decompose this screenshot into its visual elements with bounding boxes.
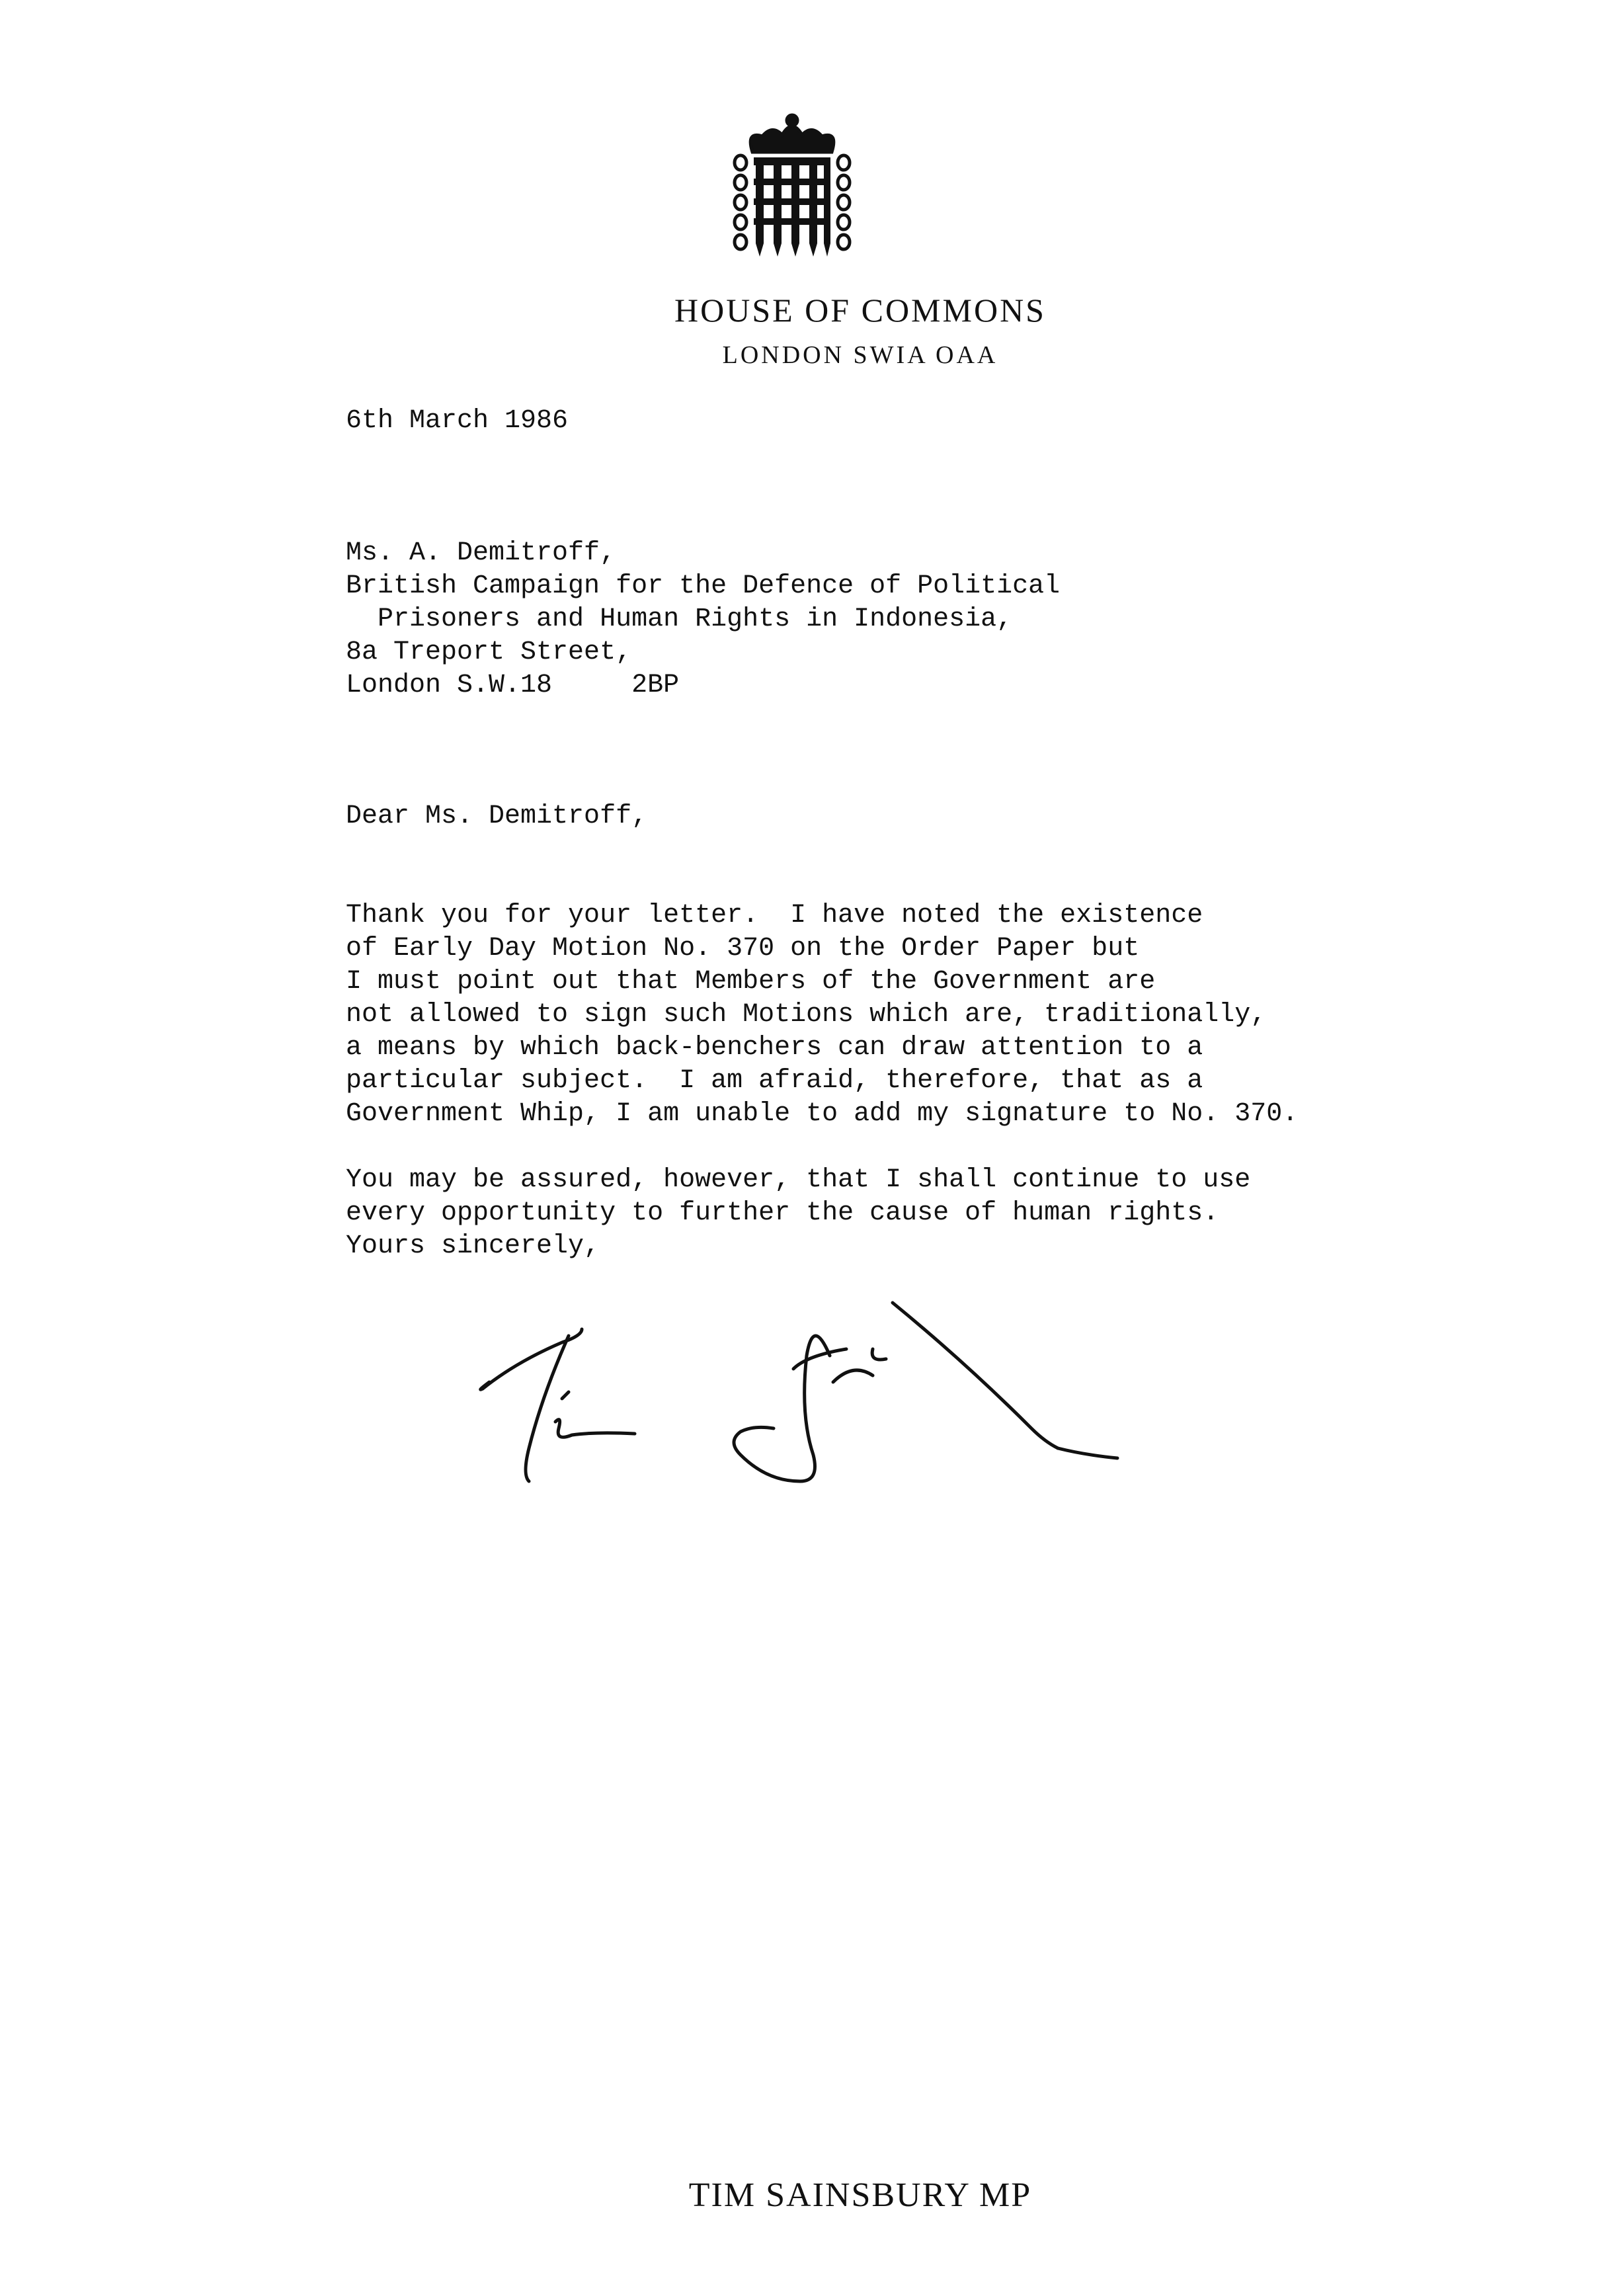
handwritten-signature <box>463 1283 1349 1528</box>
body-line: every opportunity to further the cause of human rights. <box>346 1198 1219 1228</box>
body-paragraph <box>346 866 1298 1164</box>
closing: Yours sincerely, <box>346 1231 600 1261</box>
body-line: Thank you for your letter. I have noted the existence <box>346 901 1203 930</box>
recipient-address <box>346 504 1060 735</box>
portcullis-crest-icon <box>726 111 858 263</box>
salutation: Dear Ms. Demitroff, <box>346 801 648 831</box>
letterhead-address: LONDON SWIA OAA <box>722 341 998 369</box>
body-line: not allowed to sign such Motions which are, traditionally, <box>346 1000 1267 1030</box>
recipient-line: Prisoners and Human Rights in Indonesia, <box>346 604 1013 634</box>
recipient-line: 8a Treport Street, <box>346 637 632 667</box>
recipient-line: British Campaign for the Defence of Political <box>346 571 1061 601</box>
letter-date: 6th March 1986 <box>346 406 569 436</box>
letterhead-title: HOUSE OF COMMONS <box>674 292 1046 329</box>
recipient-line: Ms. A. Demitroff, <box>346 538 616 568</box>
body-line: You may be assured, however, that I shall continue to use <box>346 1165 1251 1195</box>
body-line: I must point out that Members of the Government are <box>346 967 1156 997</box>
body-line: Government Whip, I am unable to add my signature to No. 370. <box>346 1099 1299 1129</box>
body-line: particular subject. I am afraid, therefore, that as a <box>346 1066 1203 1096</box>
recipient-line: London S.W.18 2BP <box>346 671 680 700</box>
body-line: of Early Day Motion No. 370 on the Order Paper but <box>346 934 1140 964</box>
signatory-name: TIM SAINSBURY MP <box>688 2176 1032 2214</box>
body-line: a means by which back-benchers can draw attention to a <box>346 1033 1203 1063</box>
